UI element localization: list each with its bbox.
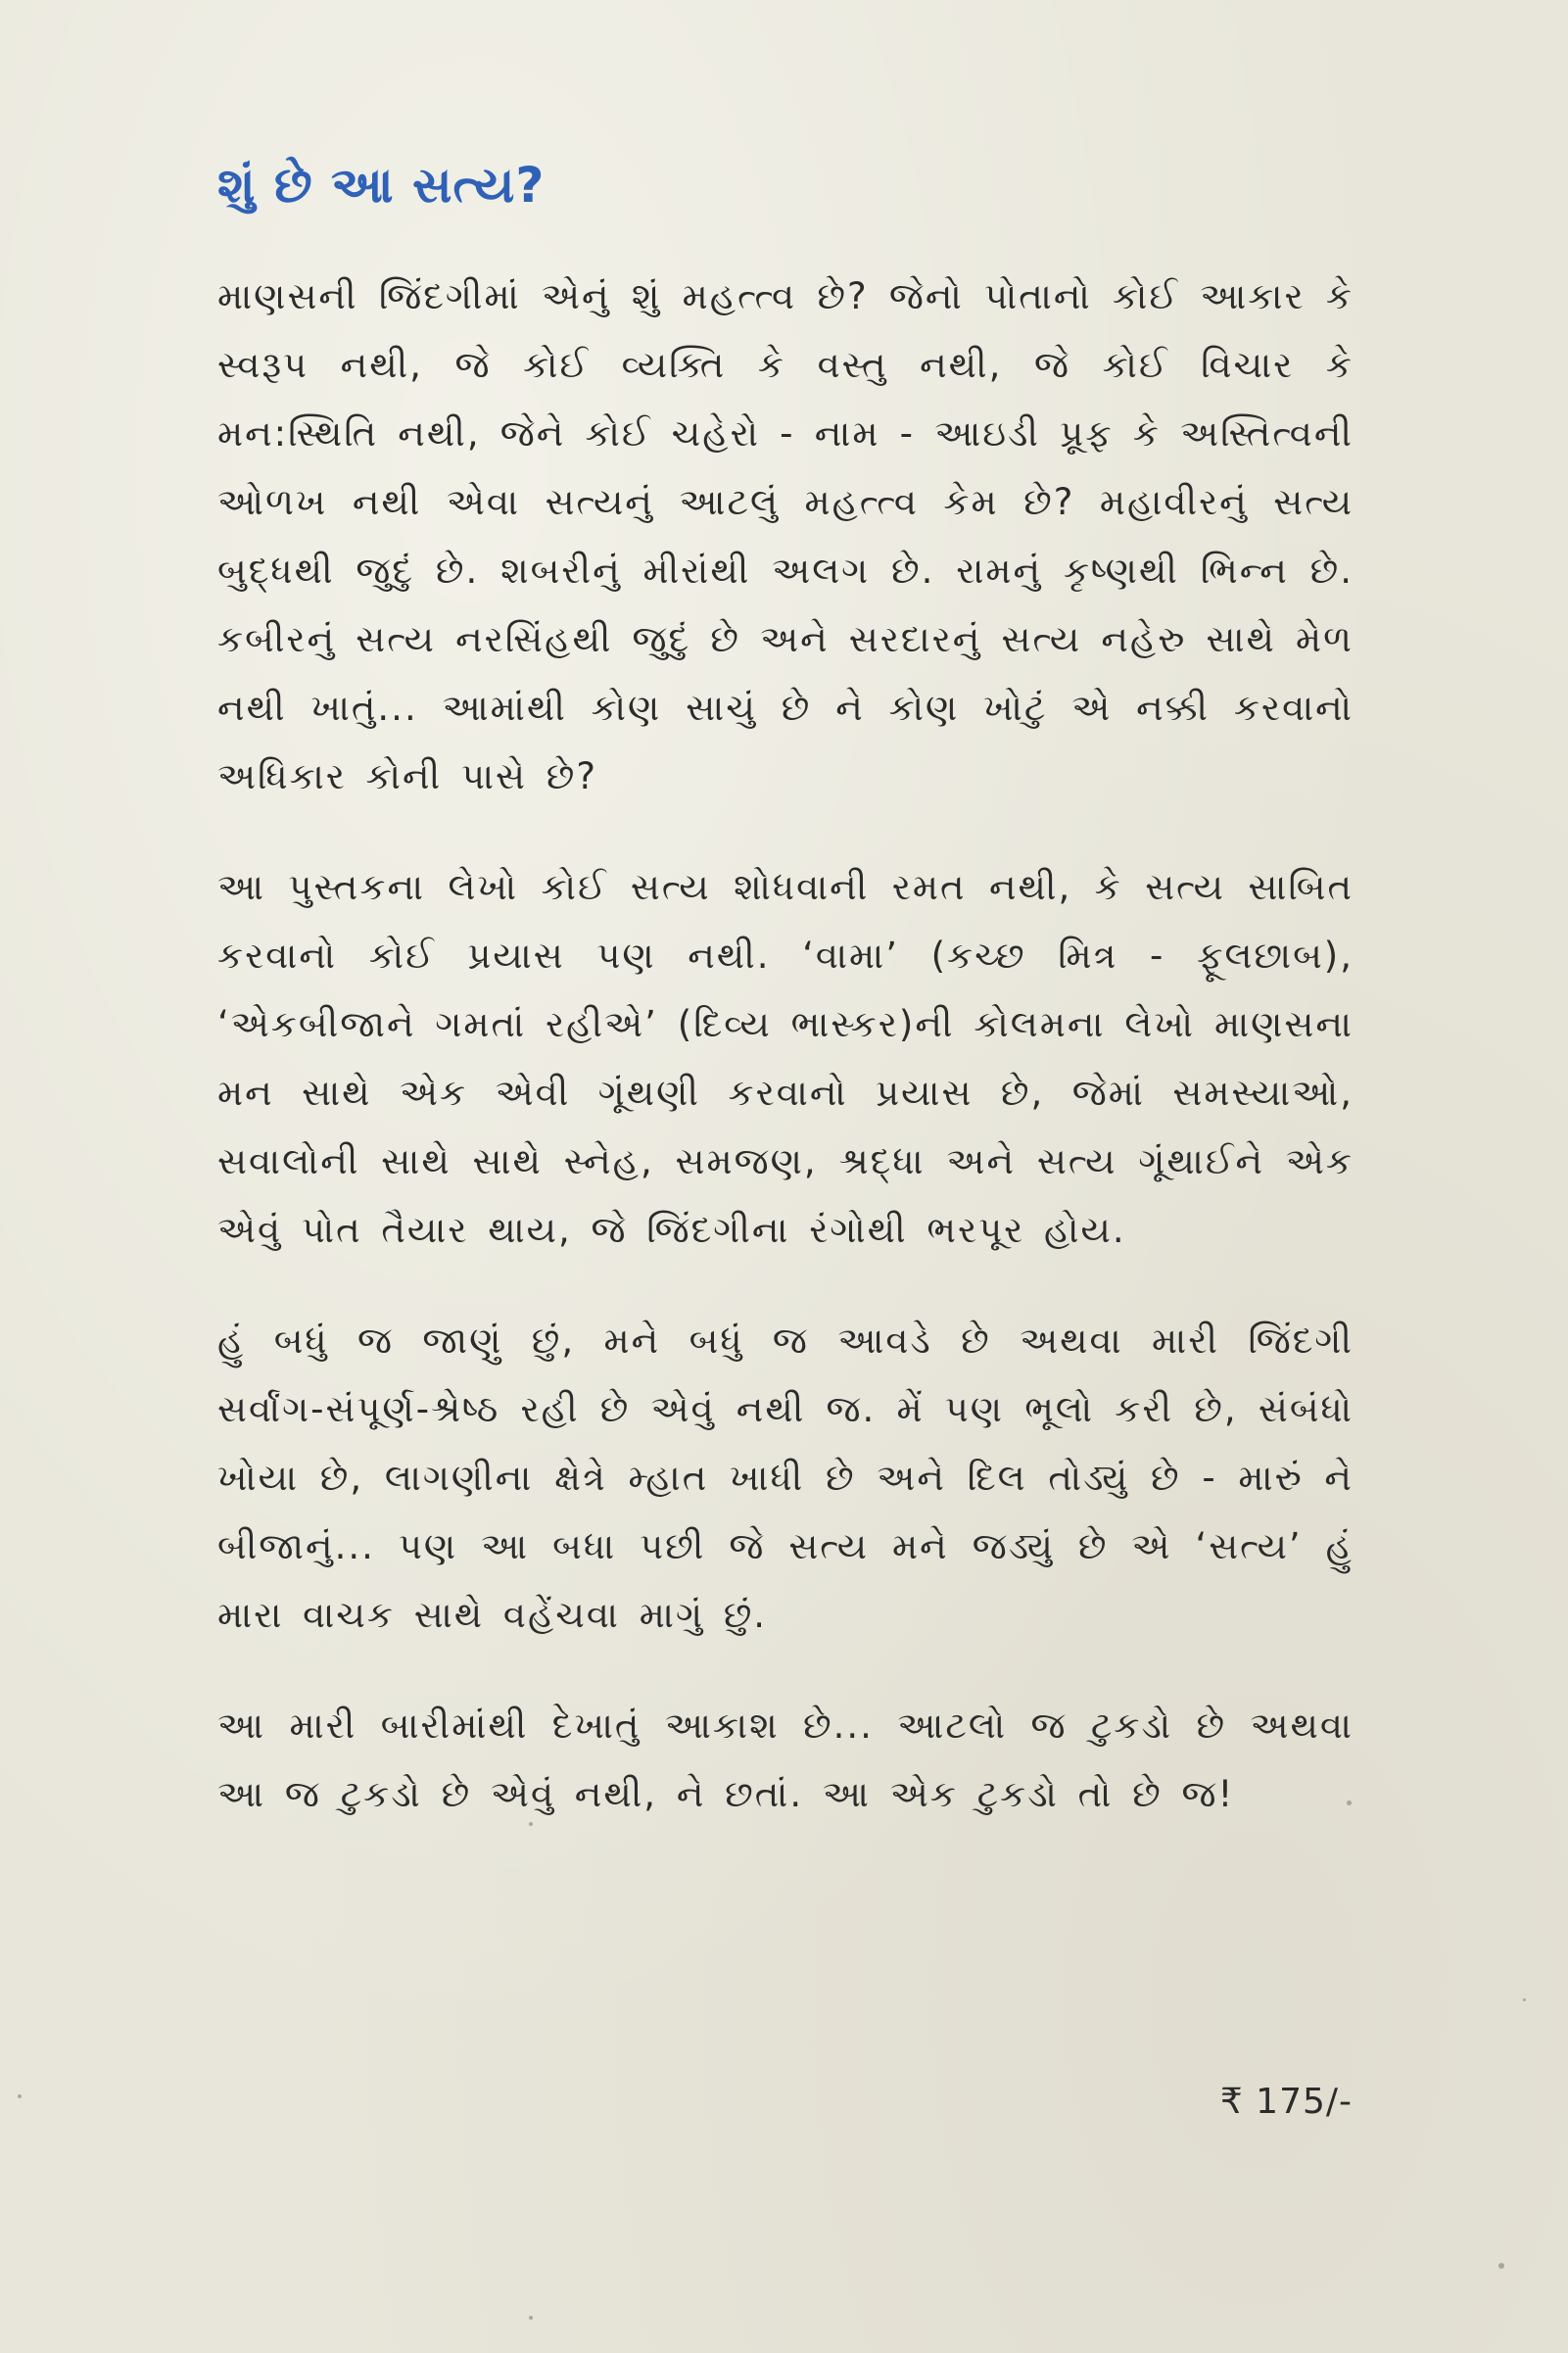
paper-speck	[1523, 1998, 1526, 2001]
paragraph-4: આ મારી બારીમાંથી દેખાતું આકાશ છે... આટલો જ ટુકડો છે અથવા આ જ ટુકડો છે એવું નથી, ને છતાં. આ એક ટુકડો તો છે જ!	[217, 1705, 1354, 1815]
price-label: ₹ 175/-	[1219, 2082, 1353, 2122]
paper-speck	[529, 2316, 533, 2320]
paper-speck	[529, 1822, 533, 1826]
paper-speck	[1498, 2263, 1504, 2269]
blurb-text	[217, 263, 1354, 1871]
paragraph-2: આ પુસ્તકના લેખો કોઈ સત્ય શોધવાની રમત નથી, કે સત્ય સાબિત કરવાનો કોઈ પ્રયાસ પણ નથી. ‘વામા’ (કચ્છ મિત્ર - ફૂલછાબ), ‘એકબીજાને ગમતાં રહીએ’ (દિવ્ય ભાસ્કર)ની કોલમના લેખો માણસના મન સાથે એક એવી ગૂંથણી કરવાનો પ્રયાસ છે, જેમાં સમસ્યાઓ, સવાલોની સાથે સાથે સ્નેહ, સમજણ, શ્રદ્ધા અને સત્ય ગૂંથાઈને એક એવું પોત તૈયાર થાય, જે જિંદગીના રંગોથી ભરપૂર હોય.	[217, 866, 1354, 1251]
paper-speck	[18, 2094, 22, 2098]
paragraph-3: હું બધું જ જાણું છું, મને બધું જ આવડે છે અથવા મારી જિંદગી સર્વાંગ-સંપૂર્ણ-શ્રેષ્ઠ રહી છે એવું નથી જ. મેં પણ ભૂલો કરી છે, સંબંધો ખોયા છે, લાગણીના ક્ષેત્રે મ્હાત ખાધી છે અને દિલ તોડ્યું છે - મારું ને બીજાનું... પણ આ બધા પછી જે સત્ય મને જડ્યું છે એ ‘સત્ય’ હું મારા વાચક સાથે વહેંચવા માગું છું.	[217, 1320, 1354, 1636]
paper-speck	[1347, 1801, 1352, 1805]
page-title: શું છે આ સત્ય?	[217, 157, 546, 214]
paragraph-1: માણસની જિંદગીમાં એનું શું મહત્ત્વ છે? જેનો પોતાનો કોઈ આકાર કે સ્વરૂપ નથી, જે કોઈ વ્યક્તિ કે વસ્તુ નથી, જે કોઈ વિચાર કે મન:સ્થિતિ નથી, જેને કોઈ ચહેરો - નામ - આઇડી પ્રૂફ કે અસ્તિત્વની ઓળખ નથી એવા સત્યનું આટલું મહત્ત્વ કેમ છે? મહાવીરનું સત્ય બુદ્ધથી જુદું છે. શબરીનું મીરાંથી અલગ છે. રામનું કૃષ્ણથી ભિન્ન છે. કબીરનું સત્ય નરસિંહથી જુદું છે અને સરદારનું સત્ય નહેરુ સાથે મેળ નથી ખાતું... આમાંથી કોણ સાચું છે ને કોણ ખોટું એ નક્કી કરવાનો અધિકાર કોની પાસે છે?	[217, 275, 1354, 797]
